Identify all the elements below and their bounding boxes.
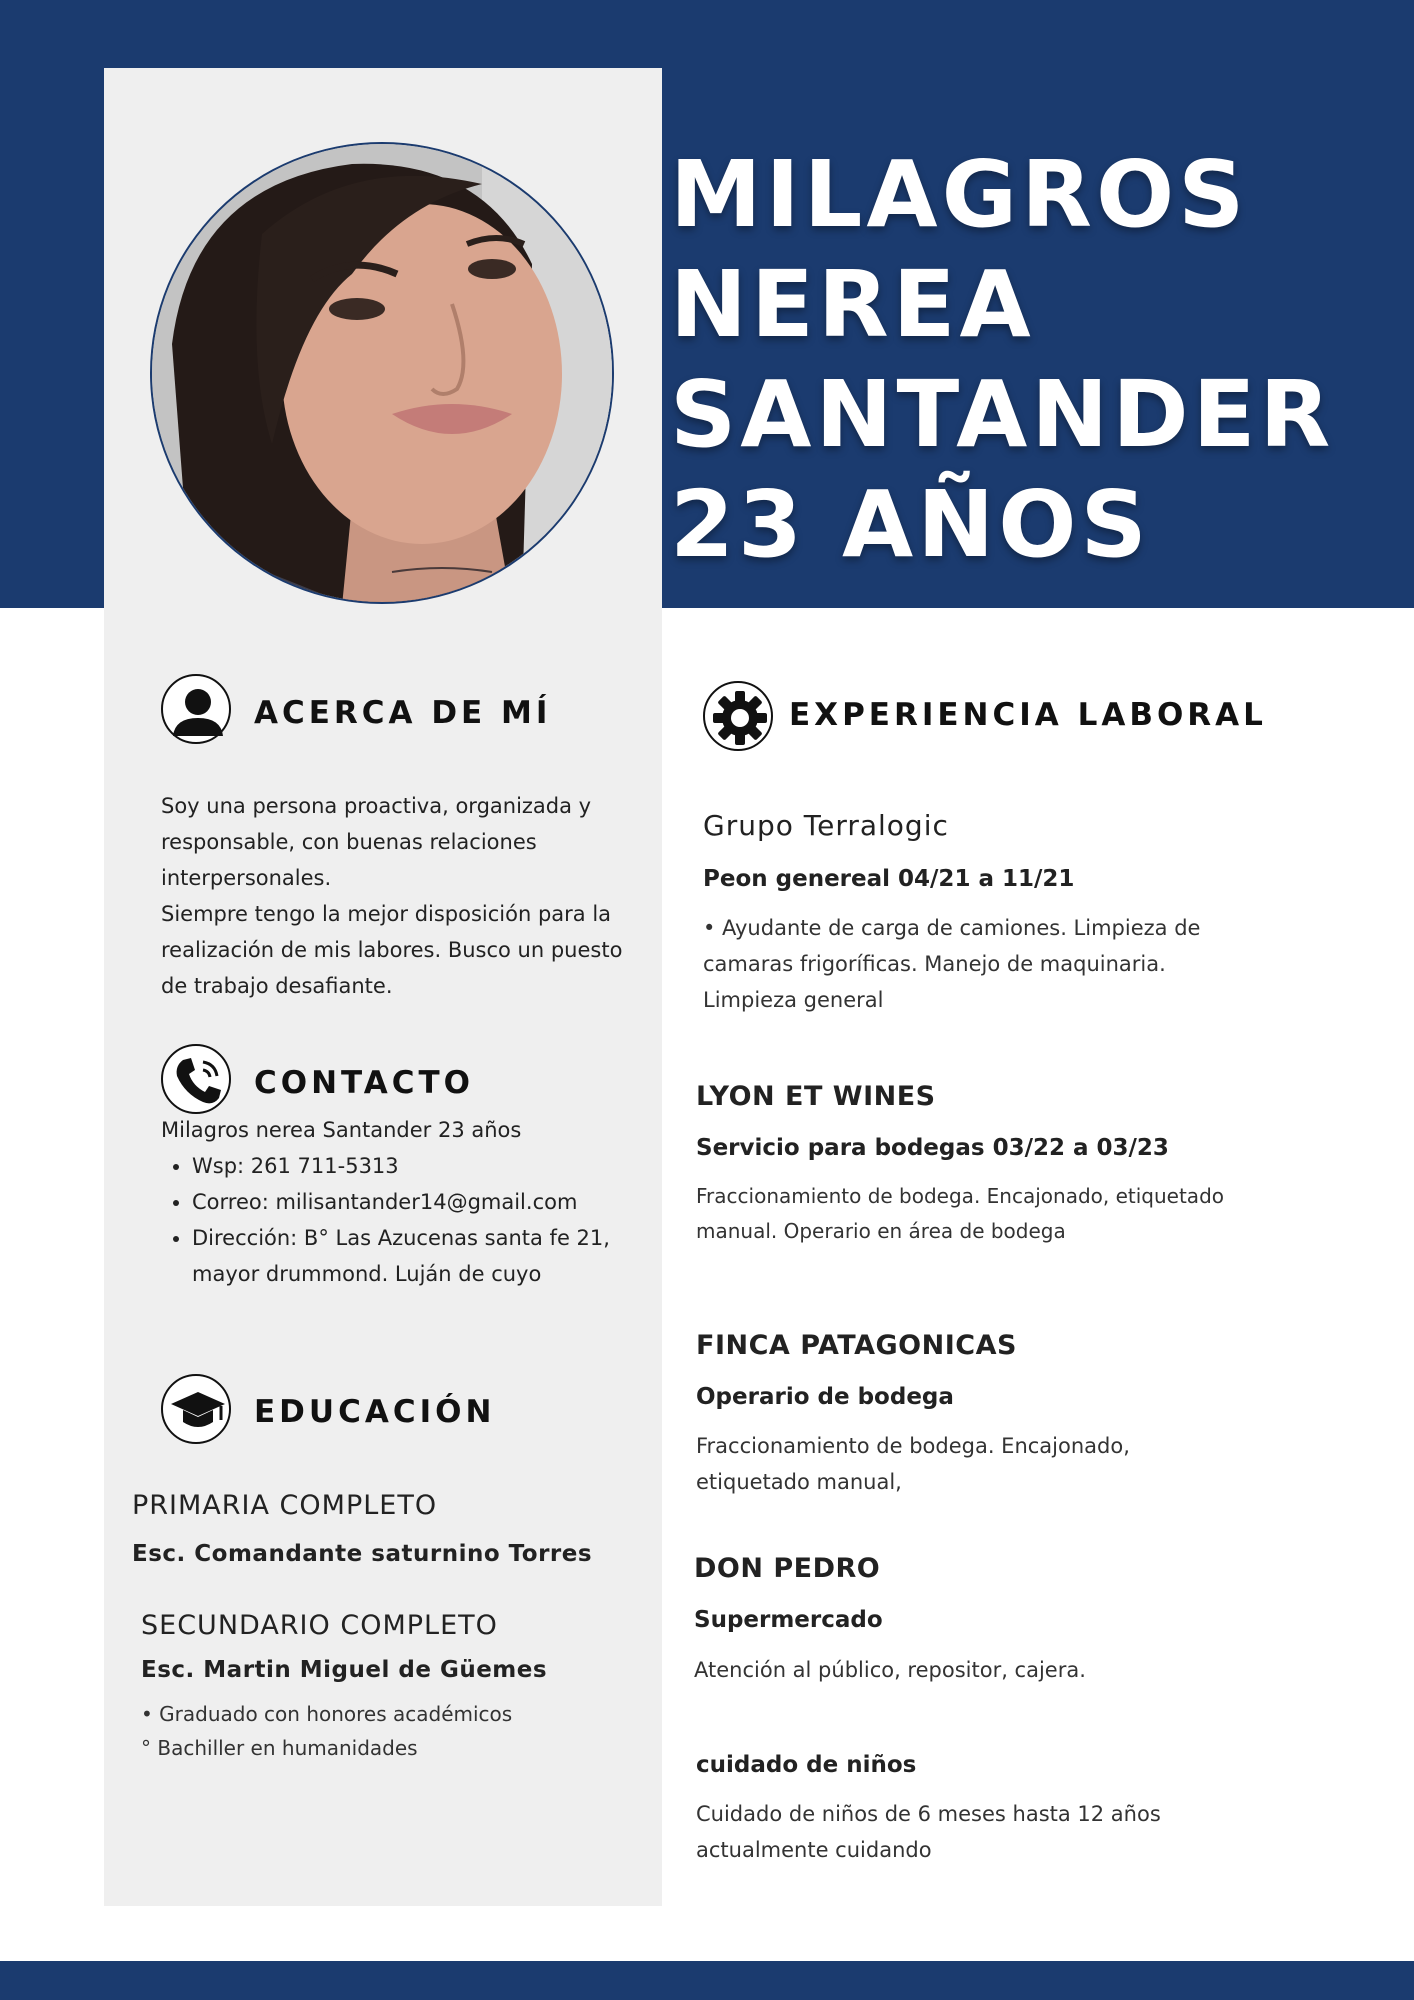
job-description: • Ayudante de carga de camiones. Limpieza de camaras frigoríficas. Manejo de maquinaria. Limpieza general bbox=[703, 916, 1201, 1012]
contact-list bbox=[161, 1148, 642, 1292]
education-level: PRIMARIA COMPLETO bbox=[132, 1490, 438, 1521]
job-role: Supermercado bbox=[694, 1607, 883, 1633]
job-description: Cuidado de niños de 6 meses hasta 12 años actualmente cuidando bbox=[696, 1802, 1161, 1862]
contact-name: Milagros nerea Santander 23 años bbox=[161, 1118, 522, 1142]
contact-address: • Dirección: B° Las Azucenas santa fe 21, mayor drummond. Luján de cuyo bbox=[192, 1220, 642, 1292]
name-line: MILAGROS bbox=[670, 141, 1249, 248]
graduation-cap-icon bbox=[161, 1374, 231, 1444]
education-title: EDUCACIÓN bbox=[254, 1394, 496, 1430]
education-school: Esc. Martin Miguel de Güemes bbox=[141, 1657, 548, 1683]
about-title: ACERCA DE MÍ bbox=[254, 695, 552, 731]
about-paragraph: Siempre tengo la mejor disposición para la realización de mis labores. Busco un puesto de trabajo desafiante. bbox=[161, 902, 623, 998]
gear-icon bbox=[703, 681, 773, 751]
education-notes bbox=[141, 1697, 512, 1765]
education-note: ° Bachiller en humanidades bbox=[141, 1736, 418, 1760]
name-line: SANTANDER bbox=[670, 361, 1335, 468]
job-description: Fraccionamiento de bodega. Encajonado, etiquetado manual. Operario en área de bodega bbox=[696, 1184, 1224, 1243]
education-school: Esc. Comandante saturnino Torres bbox=[132, 1541, 593, 1567]
profile-photo bbox=[150, 142, 614, 604]
job-role: Servicio para bodegas 03/22 a 03/23 bbox=[696, 1135, 1169, 1161]
job-company: LYON ET WINES bbox=[696, 1081, 936, 1112]
job-company: FINCA PATAGONICAS bbox=[696, 1330, 1017, 1361]
contact-email: • Correo: milisantander14@gmail.com bbox=[192, 1184, 642, 1220]
job-role: Operario de bodega bbox=[696, 1384, 954, 1410]
job-description: Fraccionamiento de bodega. Encajonado, etiquetado manual, bbox=[696, 1434, 1130, 1494]
name-line: NEREA bbox=[670, 251, 1035, 358]
about-paragraph: Soy una persona proactiva, organizada y responsable, con buenas relaciones interpersonales. bbox=[161, 794, 592, 890]
age-line: 23 AÑOS bbox=[670, 471, 1151, 578]
job-description: Atención al público, repositor, cajera. bbox=[694, 1658, 1086, 1682]
candidate-name bbox=[670, 140, 1334, 580]
education-level: SECUNDARIO COMPLETO bbox=[141, 1610, 498, 1641]
job-company: Grupo Terralogic bbox=[703, 809, 949, 842]
contact-phone: • Wsp: 261 711-5313 bbox=[192, 1148, 642, 1184]
contact-title: CONTACTO bbox=[254, 1065, 475, 1101]
job-company: DON PEDRO bbox=[694, 1553, 881, 1584]
job-role: Peon genereal 04/21 a 11/21 bbox=[703, 866, 1075, 892]
about-text bbox=[161, 788, 631, 1004]
experience-title: EXPERIENCIA LABORAL bbox=[789, 697, 1267, 733]
phone-icon bbox=[161, 1044, 231, 1114]
education-note: • Graduado con honores académicos bbox=[141, 1702, 513, 1726]
job-role: cuidado de niños bbox=[696, 1752, 917, 1778]
user-icon bbox=[161, 674, 231, 744]
footer-band bbox=[0, 1961, 1414, 2000]
